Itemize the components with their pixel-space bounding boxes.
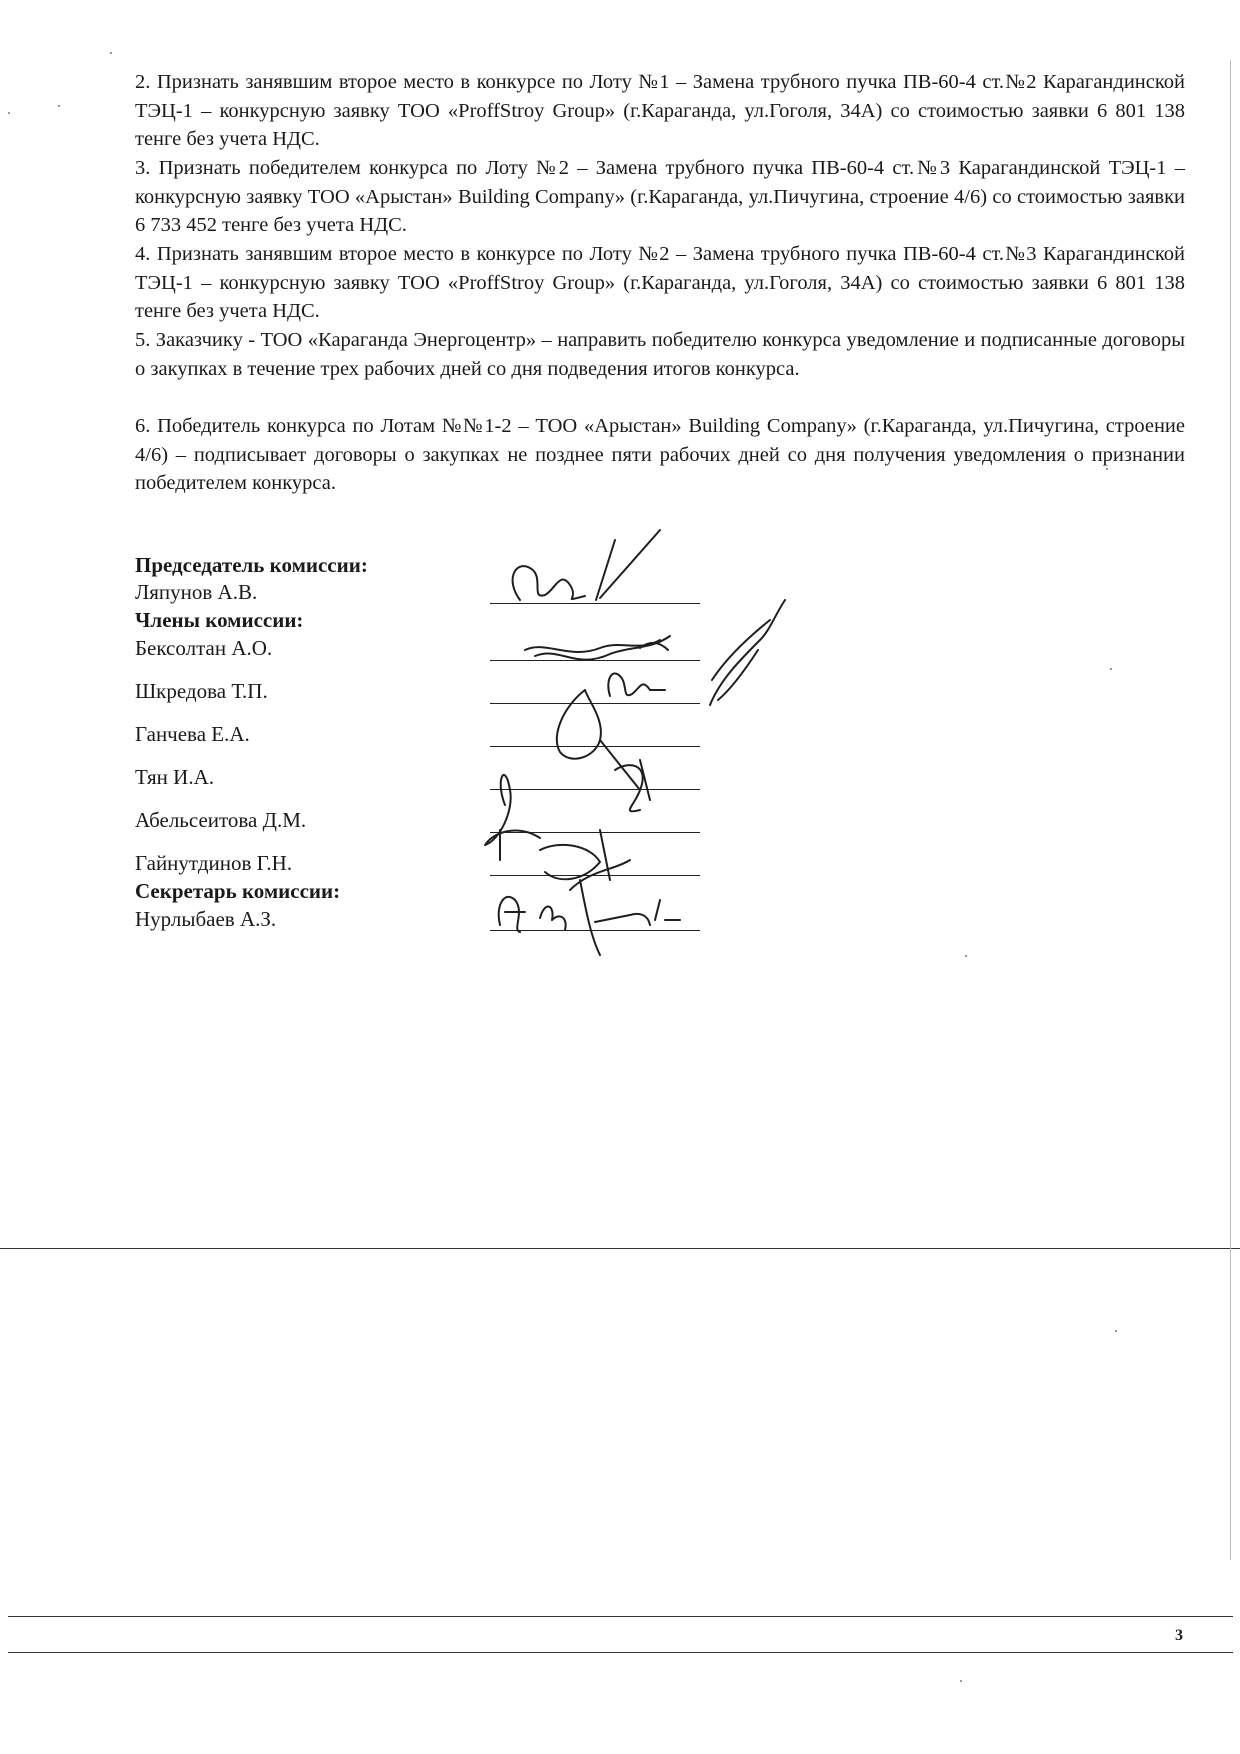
- member-name: Шкредова Т.П.: [135, 679, 268, 703]
- member-name: Гайнутдинов Г.Н.: [135, 851, 293, 875]
- page-number: 3: [1175, 1627, 1183, 1644]
- scan-edge: [1230, 60, 1231, 1560]
- secretary-title: Секретарь комиссии:: [135, 879, 341, 903]
- member-name: Тян И.А.: [135, 765, 215, 789]
- paragraph-6: 6. Победитель конкурса по Лотам №№1-2 – ТОО «Арыстан» Building Company» (г.Караганда, ул.Пичугина, строение 4/6) – подписывает договоры о закупках не позднее пяти рабочих дней со дня получения уведомления о признании победителем конкурса.: [135, 415, 1185, 495]
- footer-line-bottom: [8, 1652, 1233, 1653]
- scan-speck: [1115, 1330, 1117, 1332]
- scan-speck: [965, 955, 967, 957]
- chairman-title: Председатель комиссии:: [135, 553, 368, 577]
- secretary-name: Нурлыбаев А.З.: [135, 907, 277, 931]
- scan-speck: [1106, 468, 1108, 470]
- members-title: Члены комиссии:: [135, 608, 304, 632]
- paragraph-2: 2. Признать занявшим второе место в конкурсе по Лоту №1 – Замена трубного пучка ПВ-60-4 ст.№2 Карагандинской ТЭЦ-1 – конкурсную заявку ТОО «ProffStroy Group» (г.Караганда, ул.Гоголя, 34А) со стоимостью заявки 6 801 138 тенге без учета НДС.: [135, 71, 1185, 151]
- member-name: Ганчева Е.А.: [135, 722, 250, 746]
- scan-speck: [960, 1680, 962, 1682]
- member-name: Бексолтан А.О.: [135, 636, 273, 660]
- scan-speck: [1110, 668, 1112, 670]
- member-name: Абельсеитова Д.М.: [135, 808, 307, 832]
- scan-speck: [58, 105, 60, 107]
- scan-speck: [110, 52, 112, 54]
- footer-line-top: [8, 1616, 1233, 1617]
- paragraph-3: 3. Признать победителем конкурса по Лоту №2 – Замена трубного пучка ПВ-60-4 ст.№3 Карагандинской ТЭЦ-1 – конкурсную заявку ТОО «Арыстан» Building Company» (г.Караганда, ул.Пичугина, строение 4/6) со стоимостью заявки 6 733 452 тенге без учета НДС.: [135, 157, 1185, 237]
- scan-speck: [8, 112, 10, 114]
- paragraph-5: 5. Заказчику - ТОО «Караганда Энергоцентр» – направить победителю конкурса уведомление и подписанные договоры о закупках в течение трех рабочих дней со дня подведения итогов конкурса.: [135, 329, 1185, 380]
- chairman-name: Ляпунов А.В.: [135, 580, 258, 604]
- page-divider: [0, 1248, 1240, 1249]
- paragraph-4: 4. Признать занявшим второе место в конкурсе по Лоту №2 – Замена трубного пучка ПВ-60-4 ст.№3 Карагандинской ТЭЦ-1 – конкурсную заявку ТОО «ProffStroy Group» (г.Караганда, ул.Гоголя, 34А) со стоимостью заявки 6 801 138 тенге без учета НДС.: [135, 243, 1185, 323]
